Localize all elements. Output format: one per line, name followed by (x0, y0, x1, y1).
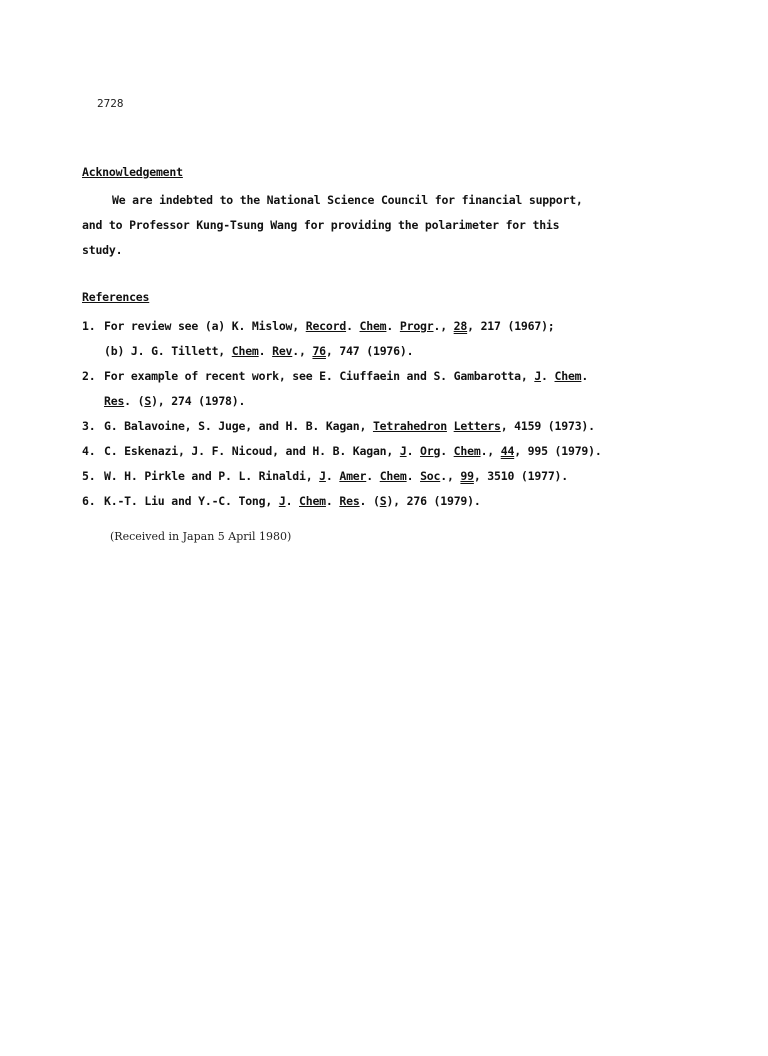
volume-number: 28 (453, 319, 468, 333)
separator: . (386, 319, 400, 333)
journal-abbrev: Org (420, 444, 441, 458)
separator: . (406, 444, 421, 458)
journal-abbrev: Chem (359, 319, 387, 333)
journal-abbrev: Tetrahedron (372, 419, 447, 433)
journal-abbrev: Res (339, 494, 360, 508)
reference-text: , 3510 (1977). (473, 469, 568, 483)
journal-abbrev: Letters (453, 419, 501, 433)
reference-text: ), 274 (1978). (151, 394, 246, 408)
separator: . (581, 369, 589, 383)
acknowledgement-line: and to Professor Kung-Tsung Wang for providing the polarimeter for this (82, 218, 560, 232)
journal-abbrev: Chem (231, 344, 259, 358)
journal-abbrev: J (278, 494, 286, 508)
reference-text: C. Eskenazi, J. F. Nicoud, and H. B. Kagan, (104, 444, 400, 458)
separator: . (366, 469, 380, 483)
reference-number: 5. (82, 469, 96, 483)
separator: . (325, 494, 340, 508)
reference-text: (b) J. G. Tillett, (104, 344, 232, 358)
reference-text: For review see (a) K. Mislow, (104, 319, 306, 333)
reference-item-4 (82, 439, 682, 464)
acknowledgement-line: study. (82, 243, 123, 257)
journal-abbrev: Record (305, 319, 347, 333)
journal-abbrev: Res (104, 394, 125, 408)
reference-number: 3. (82, 419, 96, 433)
acknowledgement-body (82, 188, 642, 263)
volume-number: 76 (312, 344, 326, 358)
reference-text: , 217 (1967); (467, 319, 555, 333)
reference-continuation (82, 339, 682, 364)
separator: ., (433, 319, 454, 333)
reference-text: ), 276 (1979). (386, 494, 481, 508)
reference-item-3 (82, 414, 682, 439)
page-number: 2728 (97, 97, 124, 110)
series-letter: S (379, 494, 387, 508)
references-list (82, 314, 682, 514)
volume-number: 44 (500, 444, 515, 458)
separator: ., (480, 444, 501, 458)
references-heading: References (82, 290, 150, 304)
journal-abbrev: Chem (379, 469, 407, 483)
journal-abbrev: Rev (272, 344, 293, 358)
journal-abbrev: Amer (339, 469, 367, 483)
journal-abbrev: Chem (299, 494, 326, 508)
separator: . (346, 319, 360, 333)
volume-number: 99 (460, 469, 474, 483)
reference-number: 1. (82, 319, 96, 333)
reference-text: K.-T. Liu and Y.-C. Tong, (104, 494, 279, 508)
received-date: (Received in Japan 5 April 1980) (110, 530, 292, 543)
reference-text: , 747 (1976). (325, 344, 414, 358)
separator: . (285, 494, 300, 508)
acknowledgement-line: We are indebted to the National Science Council for financial support, (112, 193, 583, 207)
journal-abbrev: Chem (554, 369, 582, 383)
separator: . ( (359, 494, 380, 508)
separator: . (325, 469, 340, 483)
separator: . (440, 444, 454, 458)
journal-abbrev: J (399, 444, 407, 458)
reference-number: 2. (82, 369, 96, 383)
separator: . (541, 369, 555, 383)
separator: . (406, 469, 421, 483)
separator (447, 419, 454, 433)
separator: ., (440, 469, 461, 483)
reference-text: For example of recent work, see E. Ciuffaein and S. Gambarotta, (104, 369, 535, 383)
acknowledgement-heading: Acknowledgement (82, 165, 183, 179)
reference-item-5 (82, 464, 682, 489)
journal-abbrev: Progr (399, 319, 434, 333)
reference-text: , 4159 (1973). (500, 419, 595, 433)
journal-abbrev: Soc (420, 469, 441, 483)
separator: . (258, 344, 273, 358)
reference-text: , 995 (1979). (514, 444, 602, 458)
separator: ., (292, 344, 313, 358)
journal-abbrev: J (534, 369, 542, 383)
reference-text: G. Balavoine, S. Juge, and H. B. Kagan, (104, 419, 373, 433)
reference-item-1 (82, 314, 682, 364)
series-letter: S (144, 394, 152, 408)
journal-abbrev: J (319, 469, 326, 483)
reference-text: W. H. Pirkle and P. L. Rinaldi, (104, 469, 320, 483)
reference-number: 6. (82, 494, 96, 508)
reference-continuation (82, 389, 682, 414)
journal-abbrev: Chem (453, 444, 481, 458)
reference-item-2 (82, 364, 682, 414)
reference-item-6 (82, 489, 682, 514)
reference-number: 4. (82, 444, 96, 458)
separator: . ( (124, 394, 145, 408)
